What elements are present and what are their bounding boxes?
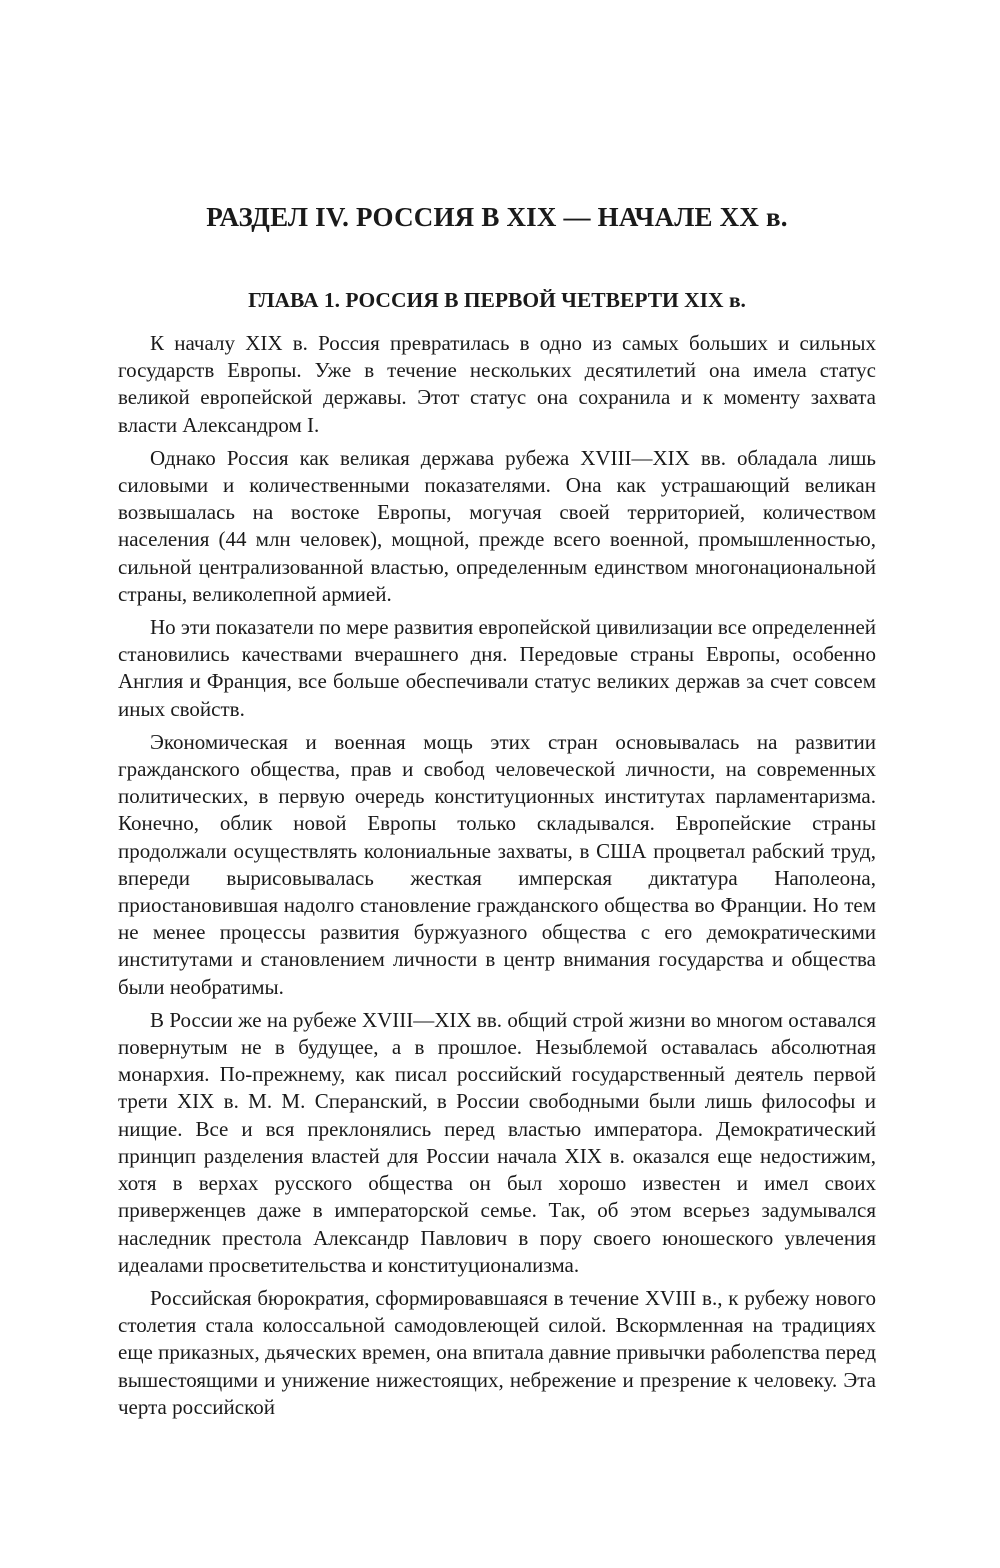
paragraph: Однако Россия как великая держава рубежа XVIII—XIX вв. обладала лишь силовыми и количественными показателями. Она как устрашающий великан возвышалась на востоке Европы, могучая своей территорией, количеством населения (44 млн человек), мощной, прежде всего военной, промышленностью, сильной централизованной властью, определенным единством многонациональной страны, великолепной армией. bbox=[118, 445, 876, 606]
paragraph: Но эти показатели по мере развития европейской цивилизации все определенней становились качествами вчерашнего дня. Передовые страны Европы, особенно Англия и Франция, все больше обеспечивали статус великих держав за счет совсем иных свойств. bbox=[118, 615, 876, 721]
paragraph: К началу XIX в. Россия превратилась в одно из самых больших и сильных государств Европы. Уже в течение нескольких десятилетий она имела статус великой европейской державы. Этот статус она сохранила и к моменту захвата власти Александром I. bbox=[118, 331, 876, 437]
body-text bbox=[118, 330, 876, 1421]
section-title: РАЗДЕЛ IV. РОССИЯ В XIX — НАЧАЛЕ XX в. bbox=[206, 202, 788, 232]
paragraph: Экономическая и военная мощь этих стран основывалась на развитии гражданского общества, прав и свобод человеческой личности, на современных политических, в первую очередь конституционных институтах парламентаризма. Конечно, облик новой Европы только складывался. Европейские страны продолжали осуществлять колониальные захваты, в США процветал рабский труд, впереди вырисовывалась жесткая имперская диктатура Наполеона, приостановившая надолго становление гражданского общества во Франции. Но тем не менее процессы развития буржуазного общества с его демократическими институтами и становлением личности в центр внимания государства и общества были необратимы. bbox=[118, 729, 876, 999]
chapter-title: ГЛАВА 1. РОССИЯ В ПЕРВОЙ ЧЕТВЕРТИ XIX в. bbox=[248, 288, 746, 312]
paragraph: В России же на рубеже XVIII—XIX вв. общий строй жизни во многом оставался повернутым не в будущее, а в прошлое. Незыблемой оставалась абсолютная монархия. По-прежнему, как писал российский государственный деятель первой трети XIX в. М. М. Сперанский, в России свободными были лишь философы и нищие. Все и вся преклонялись перед властью императора. Демократический принцип разделения властей для России начала XIX в. оказался еще недостижим, хотя в верхах русского общества он был хорошо известен и имел своих приверженцев даже в императорской семье. Так, об этом всерьез задумывался наследник престола Александр Павлович в пору своего юношеского увлечения идеалами просветительства и конституционализма. bbox=[118, 1007, 876, 1277]
paragraph: Российская бюрократия, сформировавшаяся в течение XVIII в., к рубежу нового столетия стала колоссальной самодовлеющей силой. Вскормленная на традициях еще приказных, дьяческих времен, она впитала давние привычки раболепства перед вышестоящими и унижение нижестоящих, небрежение и презрение к человеку. Эта черта российской bbox=[118, 1285, 876, 1419]
